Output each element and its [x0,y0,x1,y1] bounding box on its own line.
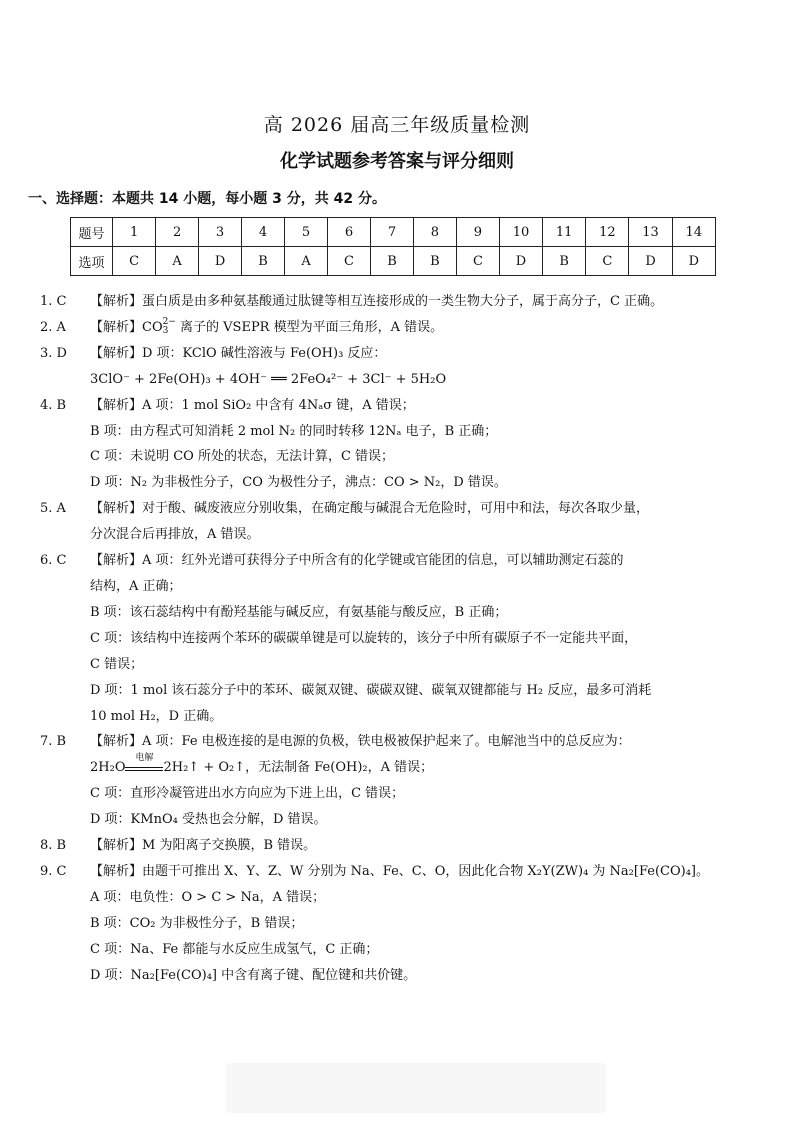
option-cell: C [456,247,499,276]
reaction-condition: 电解 [135,752,154,763]
question-number: 3. D [40,345,67,361]
explanation-line: D 项：1 mol 该石蕊分子中的苯环、碳氮双键、碳碳双键、碳氧双键都能与 H₂ 反应，最多可消耗 [90,682,652,698]
question-number: 9. C [40,863,67,879]
explanation-line: 【解析】对于酸、碱废液应分别收集，在确定酸与碱混合无危险时，可用中和法，每次各取少量， [90,501,650,517]
footer-watermark-area [226,1063,606,1113]
question-4 [40,393,770,497]
option-cell: D [672,247,715,276]
explanation-post: 离子的 VSEPR 模型为平面三角形，A 错误。 [175,319,444,335]
document-subtitle: 化学试题参考答案与评分细则 [280,151,514,172]
explanations [40,289,770,988]
number-cell: 5 [285,218,328,247]
reaction-arrow [125,752,163,771]
number-cell: 12 [586,218,629,247]
ion-subscript: 3 [162,326,169,337]
number-cell: 14 [672,218,715,247]
question-2 [40,315,770,341]
number-cell: 7 [370,218,413,247]
equals-sign [125,767,163,771]
question-number: 1. C [40,294,67,309]
explanation-line: 【解析】D 项：KClO 碱性溶液与 Fe(OH)₃ 反应： [90,345,387,361]
explanation-line: B 项：CO₂ 为非极性分子，B 错误； [90,915,304,931]
explanation-line: C 错误； [90,656,144,672]
option-cell: A [285,247,328,276]
number-cell: 9 [456,218,499,247]
number-cell: 3 [199,218,242,247]
explanation-line: C 项：直形冷凝管进出水方向应为下进上出，C 错误； [90,786,405,802]
option-cell: B [370,247,413,276]
option-cell: D [499,247,542,276]
option-cell: D [199,247,242,276]
explanation-line: 【解析】A 项：红外光谱可获得分子中所含有的化学键或官能团的信息，可以辅助测定石蕊的 [90,553,624,569]
explanation-line: C 项：该结构中连接两个苯环的碳碳单键是可以旋转的，该分子中所有碳原子不一定能共平面， [90,630,638,646]
exam-title: 高 2026 届高三年级质量检测 [263,114,531,136]
answer-table [70,217,716,276]
answer-table-number-row [71,218,716,247]
explanation-line: D 项：N₂ 为非极性分子，CO 为极性分子，沸点：CO > N₂，D 错误。 [90,475,507,491]
explanation-line: D 项：Na₂[Fe(CO)₄] 中含有离子键、配位键和共价键。 [90,967,417,983]
explanation-text: 【解析】蛋白质是由多种氨基酸通过肽键等相互连接形成的一类生物大分子，属于高分子，C 正确。 [90,294,664,309]
question-number: 4. B [40,397,67,413]
row-label-option: 选项 [71,247,113,276]
equation-left: 2H₂O [90,760,126,776]
number-cell: 10 [499,218,542,247]
explanation-body [90,859,770,989]
number-cell: 13 [629,218,672,247]
option-cell: B [543,247,586,276]
explanation-body [90,729,770,833]
question-7 [40,729,770,833]
number-cell: 8 [413,218,456,247]
option-cell: C [586,247,629,276]
question-8 [40,833,770,859]
section-heading: 一、选择题：本题共 14 小题，每小题 3 分，共 42 分。 [28,191,386,207]
answer-table-option-row [71,247,716,276]
explanation-line: D 项：KMnO₄ 受热也会分解，D 错误。 [90,812,327,828]
explanation-line: C 项：Na、Fe 都能与水反应生成氢气，C 正确； [90,941,379,957]
option-cell: D [629,247,672,276]
option-cell: B [413,247,456,276]
explanation-line: 分次混合后再排放，A 错误。 [90,527,260,543]
electrolysis-equation [90,752,770,781]
number-cell: 6 [328,218,371,247]
explanation-line: 【解析】由题干可推出 X、Y、Z、W 分别为 Na、Fe、C、O，因此化合物 X₂Y(ZW)₄ 为 Na₂[Fe(CO)₄]。 [90,863,709,879]
question-number: 2. A [40,319,66,335]
question-6 [40,548,770,729]
question-1 [40,289,770,315]
question-9 [40,859,770,989]
number-cell: 11 [543,218,586,247]
explanation-line: B 项：由方程式可知消耗 2 mol N₂ 的同时转移 12Nₐ 电子，B 正确； [90,423,498,439]
question-number: 6. C [40,553,67,569]
explanation-body [90,393,770,497]
explanation-text: 【解析】M 为阳离子交换膜，B 错误。 [90,838,317,854]
question-number: 5. A [40,501,66,517]
explanation-body [90,341,770,393]
row-label-number: 题号 [71,218,113,247]
option-cell: C [328,247,371,276]
explanation-pre: 【解析】CO [90,319,163,335]
explanation-body [90,548,770,729]
number-cell: 4 [242,218,285,247]
explanation-line: 10 mol H₂，D 正确。 [90,708,223,724]
explanation-line: C 项：未说明 CO 所处的状态，无法计算，C 错误； [90,449,395,465]
ion-superscript: 2− [162,317,176,328]
question-number: 7. B [40,734,67,750]
explanation-body [90,496,770,548]
question-3 [40,341,770,393]
chemical-equation: 3ClO⁻ + 2Fe(OH)₃ + 4OH⁻ ══ 2FeO₄²⁻ + 3Cl⁻ + 5H₂O [90,371,447,387]
explanation-line: 【解析】A 项：1 mol SiO₂ 中含有 4Nₐσ 键，A 错误； [90,397,415,413]
ion-charge [163,318,176,336]
question-5 [40,496,770,548]
equation-right: 2H₂↑ + O₂↑，无法制备 Fe(OH)₂，A 错误； [163,760,434,776]
explanation-line: A 项：电负性：O > C > Na，A 错误； [90,889,326,905]
number-cell: 2 [156,218,199,247]
option-cell: C [113,247,156,276]
option-cell: A [156,247,199,276]
option-cell: B [242,247,285,276]
number-cell: 1 [113,218,156,247]
question-number: 8. B [40,838,67,854]
explanation-line: B 项：该石蕊结构中有酚羟基能与碱反应，有氨基能与酸反应，B 正确； [90,604,508,620]
explanation-text [90,315,770,341]
explanation-line: 结构，A 正确； [90,578,182,594]
explanation-line: 【解析】A 项：Fe 电极连接的是电源的负极，铁电极被保护起来了。电解池当中的总反应为： [90,734,631,750]
